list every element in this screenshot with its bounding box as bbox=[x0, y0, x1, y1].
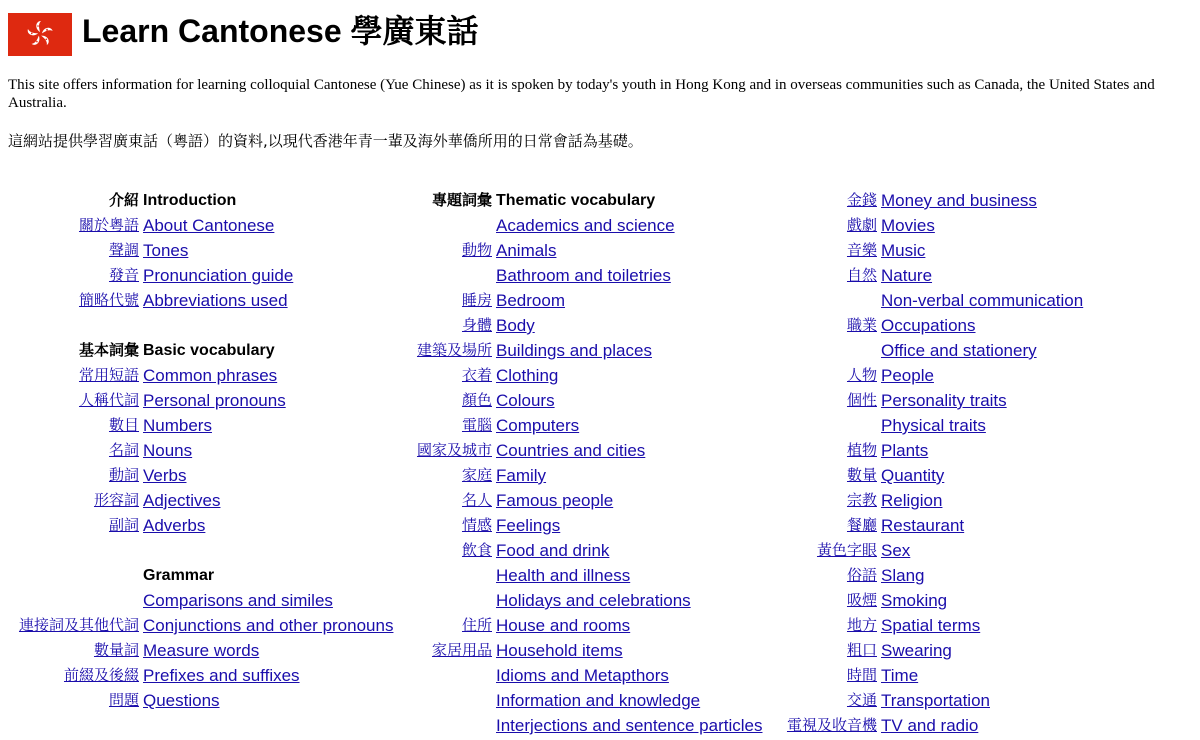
nav-label-english bbox=[881, 188, 1037, 213]
nav-label-chinese bbox=[8, 538, 881, 563]
nav-row-movies bbox=[8, 213, 1083, 238]
nav-link-chinese-sex[interactable]: 黃色字眼 bbox=[816, 541, 877, 559]
nav-link-family[interactable]: Family bbox=[496, 466, 547, 485]
nav-label-chinese bbox=[8, 288, 881, 313]
nav-label-chinese bbox=[8, 263, 881, 288]
nav-label-chinese bbox=[8, 513, 881, 538]
nav-link-chinese-animals[interactable]: 動物 bbox=[461, 241, 492, 259]
nav-link-chinese-measure-words[interactable]: 數量詞 bbox=[93, 641, 139, 659]
nav-link-religion[interactable]: Religion bbox=[881, 491, 943, 510]
nav-label-english bbox=[881, 338, 1037, 363]
nav-link-chinese-quantity[interactable]: 數量 bbox=[846, 466, 877, 484]
nav-row-music bbox=[8, 238, 1083, 263]
nav-label-chinese bbox=[8, 563, 881, 588]
nav-link-movies[interactable]: Movies bbox=[881, 216, 935, 235]
nav-link-nature[interactable]: Nature bbox=[881, 266, 933, 285]
nav-link-physical-traits[interactable]: Physical traits bbox=[881, 416, 986, 435]
nav-link-adjectives[interactable]: Adjectives bbox=[143, 491, 221, 510]
nav-link-about-cantonese[interactable]: About Cantonese bbox=[143, 216, 275, 235]
nav-link-adverbs[interactable]: Adverbs bbox=[143, 516, 206, 535]
nav-link-personal-pronouns[interactable]: Personal pronouns bbox=[143, 391, 286, 410]
nav-link-abbreviations-used[interactable]: Abbreviations used bbox=[143, 291, 288, 310]
nav-row-sex bbox=[8, 538, 1083, 563]
nav-row-nature bbox=[8, 263, 1083, 288]
nav-label-english bbox=[881, 613, 980, 638]
nav-label-english bbox=[881, 313, 976, 338]
nav-label-english bbox=[881, 688, 990, 713]
nav-row-slang bbox=[8, 563, 1083, 588]
nav-label-chinese bbox=[8, 413, 881, 438]
section-heading-chinese: 介紹 bbox=[108, 191, 139, 209]
nav-link-chinese-common-phrases[interactable]: 常用短語 bbox=[78, 366, 139, 384]
nav-link-chinese-about-cantonese[interactable]: 關於粵語 bbox=[78, 216, 139, 234]
nav-link-chinese-house-and-rooms[interactable]: 住所 bbox=[461, 616, 492, 634]
nav-label-english bbox=[881, 488, 942, 513]
nav-label-chinese bbox=[8, 638, 881, 663]
nav-label-chinese bbox=[8, 238, 881, 263]
nav-link-pronunciation-guide[interactable]: Pronunciation guide bbox=[143, 266, 294, 285]
nav-link-prefixes-and-suffixes[interactable]: Prefixes and suffixes bbox=[143, 666, 300, 685]
nav-link-comparisons-and-similes[interactable]: Comparisons and similes bbox=[143, 591, 333, 610]
nav-row-time bbox=[8, 663, 1083, 688]
nav-link-tv-and-radio[interactable]: TV and radio bbox=[881, 716, 979, 735]
nav-link-buildings-and-places[interactable]: Buildings and places bbox=[496, 341, 652, 360]
nav-label-english bbox=[881, 463, 944, 488]
nav-row-people bbox=[8, 363, 1083, 388]
nav-link-interjections-and-sentence-particles[interactable]: Interjections and sentence particles bbox=[496, 716, 763, 735]
intro-chinese: 這網站提供學習廣東話（粵語）的資料,以現代香港年青一輩及海外華僑所用的日常會話為基礎。 bbox=[8, 132, 643, 150]
nav-label-chinese bbox=[8, 213, 881, 238]
section-heading-english: Grammar bbox=[143, 567, 215, 584]
nav-link-nouns[interactable]: Nouns bbox=[143, 441, 193, 460]
nav-link-chinese-tones[interactable]: 聲調 bbox=[108, 241, 139, 259]
nav-link-numbers[interactable]: Numbers bbox=[143, 416, 212, 435]
section-heading-english: Basic vocabulary bbox=[143, 342, 275, 359]
nav-label-english bbox=[881, 438, 928, 463]
nav-label-chinese bbox=[8, 338, 881, 363]
nav-link-chinese-questions[interactable]: 問題 bbox=[108, 691, 139, 709]
nav-link-holidays-and-celebrations[interactable]: Holidays and celebrations bbox=[496, 591, 691, 610]
nav-link-smoking[interactable]: Smoking bbox=[881, 591, 948, 610]
nav-link-chinese-buildings-and-places[interactable]: 建築及場所 bbox=[416, 341, 492, 359]
nav-link-chinese-verbs[interactable]: 動詞 bbox=[108, 466, 139, 484]
nav-link-money-and-business[interactable]: Money and business bbox=[881, 191, 1037, 210]
nav-link-people[interactable]: People bbox=[881, 366, 934, 385]
bauhinia-icon bbox=[25, 19, 55, 49]
nav-link-chinese-household-items[interactable]: 家居用品 bbox=[431, 641, 492, 659]
nav-link-sex[interactable]: Sex bbox=[881, 541, 911, 560]
nav-link-plants[interactable]: Plants bbox=[881, 441, 929, 460]
nav-link-tones[interactable]: Tones bbox=[143, 241, 189, 260]
nav-link-chinese-adverbs[interactable]: 副詞 bbox=[108, 516, 139, 534]
nav-link-famous-people[interactable]: Famous people bbox=[496, 491, 614, 510]
section-heading-chinese: 專題詞彙 bbox=[431, 191, 492, 209]
nav-link-chinese-spatial-terms[interactable]: 地方 bbox=[846, 616, 877, 634]
nav-link-chinese-transportation[interactable]: 交通 bbox=[846, 691, 877, 709]
nav-link-food-and-drink[interactable]: Food and drink bbox=[496, 541, 610, 560]
nav-link-chinese-computers[interactable]: 電腦 bbox=[461, 416, 492, 434]
nav-link-chinese-people[interactable]: 人物 bbox=[846, 366, 877, 384]
nav-link-clothing[interactable]: Clothing bbox=[496, 366, 559, 385]
nav-link-chinese-personality-traits[interactable]: 個性 bbox=[846, 391, 877, 409]
nav-link-colours[interactable]: Colours bbox=[496, 391, 555, 410]
nav-link-body[interactable]: Body bbox=[496, 316, 535, 335]
nav-link-chinese-adjectives[interactable]: 形容詞 bbox=[93, 491, 139, 509]
nav-link-bedroom[interactable]: Bedroom bbox=[496, 291, 565, 310]
nav-link-chinese-conjunctions-and-other-pronouns[interactable]: 連接詞及其他代詞 bbox=[18, 616, 139, 634]
nav-link-chinese-restaurant[interactable]: 餐廳 bbox=[846, 516, 877, 534]
nav-link-chinese-swearing[interactable]: 粗口 bbox=[846, 641, 877, 659]
nav-link-quantity[interactable]: Quantity bbox=[881, 466, 945, 485]
nav-link-music[interactable]: Music bbox=[881, 241, 926, 260]
nav-row-quantity bbox=[8, 463, 1083, 488]
nav-row-restaurant bbox=[8, 513, 1083, 538]
nav-link-common-phrases[interactable]: Common phrases bbox=[143, 366, 278, 385]
nav-link-office-and-stationery[interactable]: Office and stationery bbox=[881, 341, 1037, 360]
nav-link-chinese-smoking[interactable]: 吸煙 bbox=[846, 591, 877, 609]
nav-link-chinese-feelings[interactable]: 情感 bbox=[461, 516, 492, 534]
nav-row-religion bbox=[8, 488, 1083, 513]
nav-link-household-items[interactable]: Household items bbox=[496, 641, 623, 660]
nav-link-feelings[interactable]: Feelings bbox=[496, 516, 561, 535]
nav-link-house-and-rooms[interactable]: House and rooms bbox=[496, 616, 631, 635]
site-header bbox=[8, 12, 479, 56]
page-title: Learn Cantonese 學廣東話 bbox=[82, 13, 479, 49]
nav-link-chinese-time[interactable]: 時間 bbox=[846, 666, 877, 684]
nav-row-personality-traits bbox=[8, 388, 1083, 413]
nav-label-english bbox=[881, 213, 935, 238]
nav-link-conjunctions-and-other-pronouns[interactable]: Conjunctions and other pronouns bbox=[143, 616, 394, 635]
nav-link-verbs[interactable]: Verbs bbox=[143, 466, 187, 485]
nav-link-countries-and-cities[interactable]: Countries and cities bbox=[496, 441, 646, 460]
nav-link-chinese-family[interactable]: 家庭 bbox=[461, 466, 492, 484]
nav-link-chinese-clothing[interactable]: 衣着 bbox=[461, 366, 492, 384]
nav-label-english bbox=[881, 663, 918, 688]
nav-label-english bbox=[881, 388, 1007, 413]
nav-link-chinese-nature[interactable]: 自然 bbox=[846, 266, 877, 284]
nav-link-academics-and-science[interactable]: Academics and science bbox=[496, 216, 675, 235]
nav-link-idioms-and-metapthors[interactable]: Idioms and Metapthors bbox=[496, 666, 669, 685]
nav-link-chinese-colours[interactable]: 顏色 bbox=[461, 391, 492, 409]
nav-link-transportation[interactable]: Transportation bbox=[881, 691, 990, 710]
nav-link-questions[interactable]: Questions bbox=[143, 691, 220, 710]
section-heading-english: Thematic vocabulary bbox=[496, 192, 656, 209]
nav-link-chinese-abbreviations-used[interactable]: 簡略代號 bbox=[78, 291, 139, 309]
nav-row-occupations bbox=[8, 313, 1083, 338]
nav-label-chinese bbox=[8, 438, 881, 463]
nav-label-chinese bbox=[8, 463, 881, 488]
nav-label-english bbox=[881, 263, 932, 288]
nav-column-thematic-continued bbox=[8, 188, 1083, 738]
nav-link-chinese-money-and-business[interactable]: 金錢 bbox=[846, 191, 877, 209]
nav-link-measure-words[interactable]: Measure words bbox=[143, 641, 260, 660]
nav-link-chinese-plants[interactable]: 植物 bbox=[846, 441, 877, 459]
nav-label-english bbox=[881, 713, 978, 738]
nav-link-chinese-food-and-drink[interactable]: 飲食 bbox=[461, 541, 492, 559]
nav-row-tv-and-radio bbox=[8, 713, 1083, 738]
nav-label-chinese bbox=[8, 688, 881, 713]
nav-row-plants bbox=[8, 438, 1083, 463]
nav-link-chinese-nouns[interactable]: 名詞 bbox=[108, 441, 139, 459]
nav-row-office-and-stationery bbox=[8, 338, 1083, 363]
nav-link-chinese-music[interactable]: 音樂 bbox=[846, 241, 877, 259]
nav-link-chinese-personal-pronouns[interactable]: 人稱代詞 bbox=[78, 391, 139, 409]
nav-link-restaurant[interactable]: Restaurant bbox=[881, 516, 965, 535]
nav-link-swearing[interactable]: Swearing bbox=[881, 641, 952, 660]
hong-kong-flag-icon bbox=[8, 13, 72, 56]
nav-link-chinese-movies[interactable]: 戲劇 bbox=[846, 216, 877, 234]
nav-row-spatial-terms bbox=[8, 613, 1083, 638]
nav-link-chinese-numbers[interactable]: 數目 bbox=[108, 416, 139, 434]
nav-label-english bbox=[881, 238, 925, 263]
nav-label-english bbox=[881, 538, 910, 563]
nav-label-english bbox=[881, 288, 1083, 313]
nav-label-english bbox=[881, 363, 934, 388]
nav-link-chinese-slang[interactable]: 俗語 bbox=[846, 566, 877, 584]
nav-link-occupations[interactable]: Occupations bbox=[881, 316, 976, 335]
section-heading-english: Introduction bbox=[143, 192, 237, 209]
nav-label-chinese bbox=[8, 388, 881, 413]
nav-link-chinese-countries-and-cities[interactable]: 國家及城市 bbox=[416, 441, 492, 459]
nav-link-chinese-bedroom[interactable]: 睡房 bbox=[461, 291, 492, 309]
nav-label-english bbox=[881, 588, 947, 613]
nav-label-english bbox=[881, 638, 952, 663]
nav-link-chinese-occupations[interactable]: 職業 bbox=[846, 316, 877, 334]
nav-link-chinese-famous-people[interactable]: 名人 bbox=[461, 491, 492, 509]
nav-link-spatial-terms[interactable]: Spatial terms bbox=[881, 616, 981, 635]
nav-label-chinese bbox=[8, 713, 881, 738]
nav-row-physical-traits bbox=[8, 413, 1083, 438]
section-heading-chinese: 基本詞彙 bbox=[78, 341, 139, 359]
nav-label-english bbox=[881, 563, 924, 588]
nav-label-chinese bbox=[8, 488, 881, 513]
nav-link-health-and-illness[interactable]: Health and illness bbox=[496, 566, 631, 585]
nav-row-swearing bbox=[8, 638, 1083, 663]
nav-row-smoking bbox=[8, 588, 1083, 613]
nav-link-non-verbal-communication[interactable]: Non-verbal communication bbox=[881, 291, 1084, 310]
nav-label-chinese bbox=[8, 613, 881, 638]
nav-label-chinese bbox=[8, 188, 881, 213]
nav-link-chinese-pronunciation-guide[interactable]: 發音 bbox=[108, 266, 139, 284]
nav-link-chinese-prefixes-and-suffixes[interactable]: 前綴及後綴 bbox=[63, 666, 139, 684]
nav-link-chinese-tv-and-radio[interactable]: 電視及收音機 bbox=[786, 716, 877, 734]
nav-link-animals[interactable]: Animals bbox=[496, 241, 557, 260]
nav-link-chinese-religion[interactable]: 宗教 bbox=[846, 491, 877, 509]
nav-label-chinese bbox=[8, 663, 881, 688]
nav-link-bathroom-and-toiletries[interactable]: Bathroom and toiletries bbox=[496, 266, 671, 285]
nav-row-transportation bbox=[8, 688, 1083, 713]
nav-label-chinese bbox=[8, 313, 881, 338]
nav-link-time[interactable]: Time bbox=[881, 666, 919, 685]
nav-row-non-verbal-communication bbox=[8, 288, 1083, 313]
nav-label-chinese bbox=[8, 363, 881, 388]
nav-link-information-and-knowledge[interactable]: Information and knowledge bbox=[496, 691, 701, 710]
nav-link-personality-traits[interactable]: Personality traits bbox=[881, 391, 1007, 410]
nav-row-money-and-business bbox=[8, 188, 1083, 213]
nav-label-chinese bbox=[8, 588, 881, 613]
nav-link-slang[interactable]: Slang bbox=[881, 566, 925, 585]
nav-link-computers[interactable]: Computers bbox=[496, 416, 580, 435]
nav-link-chinese-body[interactable]: 身體 bbox=[461, 316, 492, 334]
intro-english: This site offers information for learning colloquial Cantonese (Yue Chinese) as it is spoken by today's youth in Hong Kong and in overseas communities such as Canada, the United States and Australia. bbox=[8, 77, 1155, 111]
nav-label-english bbox=[881, 513, 964, 538]
nav-label-english bbox=[881, 413, 986, 438]
